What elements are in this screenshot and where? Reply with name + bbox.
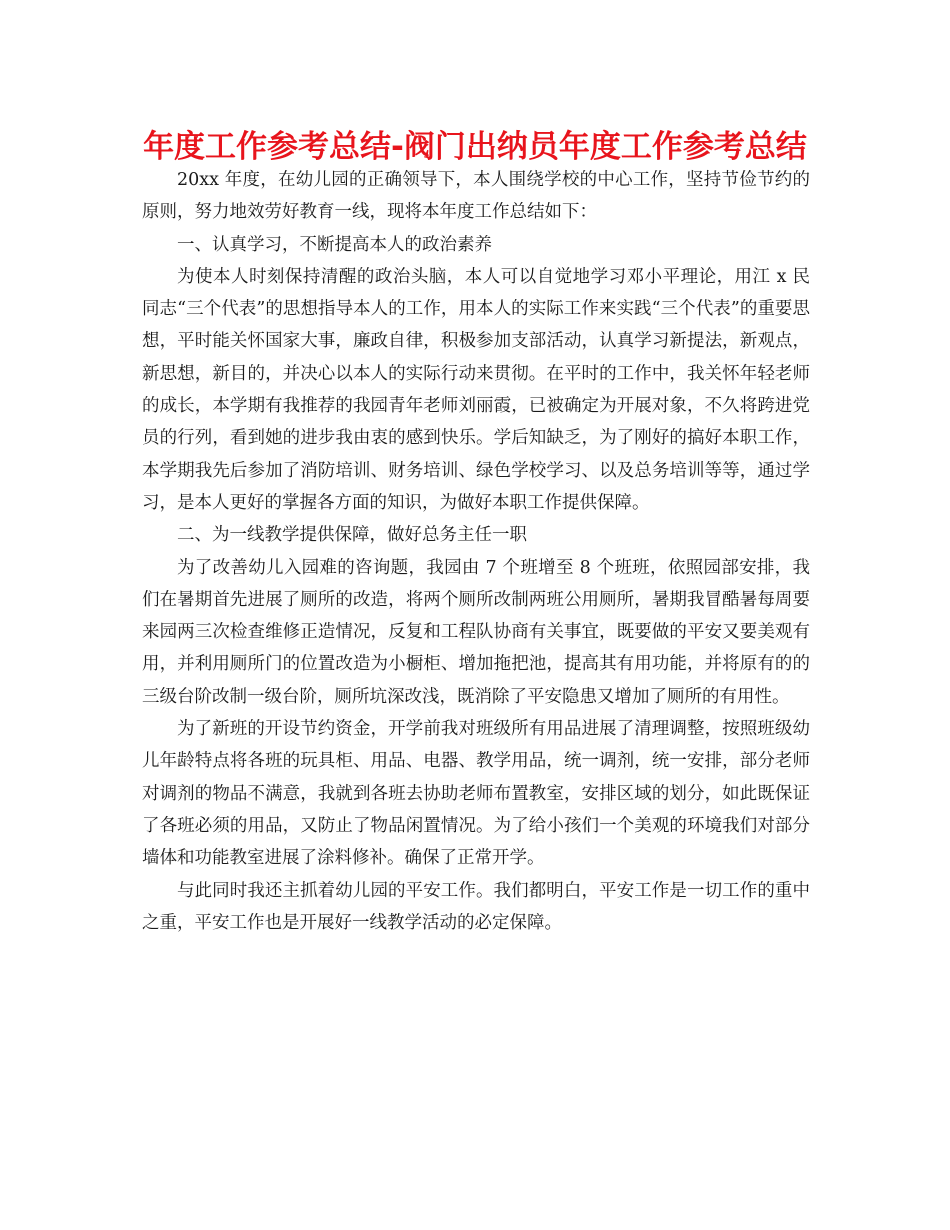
document-title: 年度工作参考总结-阀门出纳员年度工作参考总结 bbox=[143, 129, 807, 165]
paragraph-safety: 与此同时我还主抓着幼儿园的平安工作。我们都明白，平安工作是一切工作的重中之重，平安工作也是开展好一线教学活动的必定保障。 bbox=[142, 880, 810, 933]
section-heading-study: 一、认真学习，不断提高本人的政治素养 bbox=[177, 234, 492, 255]
section-heading-logistics: 二、为一线教学提供保障，做好总务主任一职 bbox=[177, 525, 527, 546]
paragraph-new-class: 为了新班的开设节约资金，开学前我对班级所有用品进展了清理调整，按照班级幼儿年龄特点将各班的玩具柜、用品、电器、教学用品，统一调剂，统一安排，部分老师对调剂的物品不满意，我就到各班去协助老师布置教室，安排区域的划分，如此既保证了各班必须的用品，又防止了物品闲置情况。为了给小孩们一个美观的环境我们对部分墙体和功能教室进展了涂料修补。确保了正常开学。 bbox=[142, 719, 810, 869]
document-body bbox=[142, 164, 810, 939]
paragraph-intro: 20xx 年度，在幼儿园的正确领导下，本人围绕学校的中心工作，坚持节俭节约的原则，努力地效劳好教育一线，现将本年度工作总结如下： bbox=[142, 170, 810, 223]
paragraph-renovation: 为了改善幼儿入园难的咨询题，我园由 7 个班增至 8 个班班，依照园部安排，我们在暑期首先进展了厕所的改造，将两个厕所改制两班公用厕所，暑期我冒酷暑每周要来园两三次检查维修正造情况，反复和工程队协商有关事宜，既要做的平安又要美观有用，并利用厕所门的位置改造为小橱柜、增加拖把池，提高其有用功能，并将原有的的三级台阶改制一级台阶，厕所坑深改浅，既消除了平安隐患又增加了厕所的有用性。 bbox=[142, 557, 810, 707]
paragraph-study: 为使本人时刻保持清醒的政治头脑，本人可以自觉地学习邓小平理论，用江 x 民同志“三个代表”的思想指导本人的工作，用本人的实际工作来实践“三个代表”的重要思想，平时能关怀国家大事，廉政自律，积极参加支部活动，认真学习新提法，新观点，新思想，新目的，并决心以本人的实际行动来贯彻。在平时的工作中，我关怀年轻老师的成长，本学期有我推荐的我园青年老师刘丽霞，已被确定为开展对象，不久将跨进党员的行列，看到她的进步我由衷的感到快乐。学后知缺乏，为了刚好的搞好本职工作，本学期我先后参加了消防培训、财务培训、绿色学校学习、以及总务培训等等，通过学习，是本人更好的掌握各方面的知识，为做好本职工作提供保障。 bbox=[142, 266, 810, 513]
